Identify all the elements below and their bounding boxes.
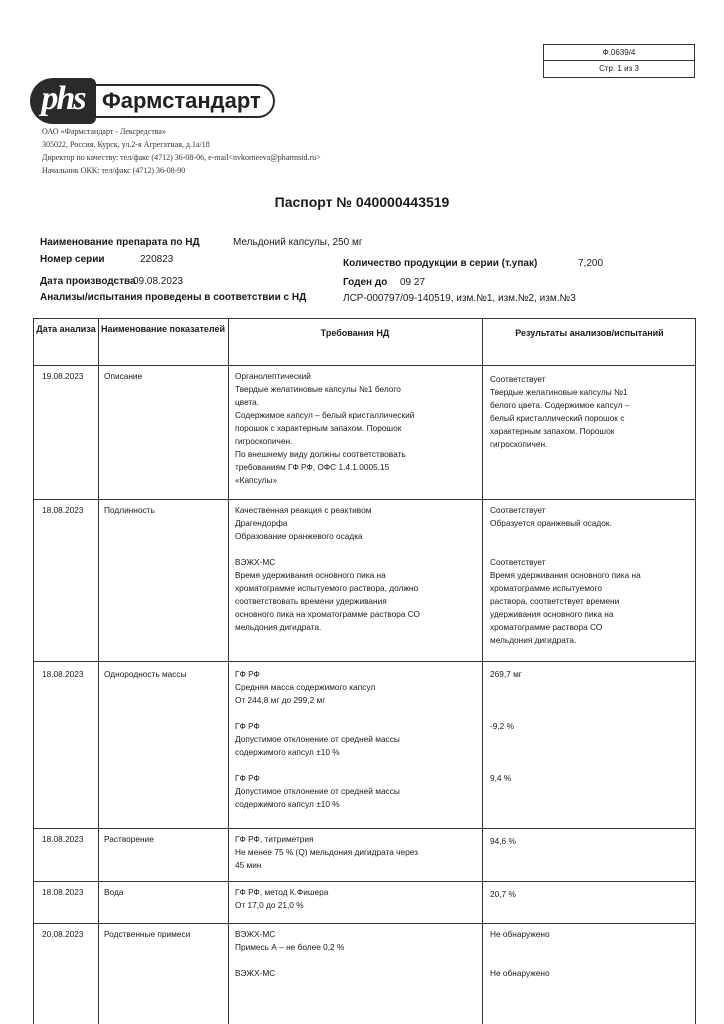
tests-basis-label: Анализы/испытания проведены в соответствии с НД — [40, 292, 307, 303]
page-title: Паспорт № 040000443519 — [274, 194, 450, 210]
drug-label: Наименование препарата по НД — [40, 237, 200, 248]
form-code-box — [543, 44, 695, 78]
row-result: Соответствует Образуется оранжевый осадок. Соответствует Время удерживания основного пика на хроматограмме испытуемого раствора, соответствует времени удерживания основного пика на хроматограмме раствора СО мельдония дигидрата. — [490, 505, 641, 645]
header-date: Дата анализа — [36, 324, 96, 334]
header-results: Результаты анализов/испытаний — [515, 328, 664, 338]
series-value: 220823 — [140, 254, 174, 265]
drug-value: Мельдоний капсулы, 250 мг — [233, 237, 363, 248]
row-requirements: ГФ РФ Средняя масса содержимого капсул От 244,8 мг до 299,2 мг ГФ РФ Допустимое отклонение от средней массы содержимого капсул ±10 % ГФ РФ Допустимое отклонение от средней массы содержимого капсул ±10 % — [235, 669, 400, 809]
row-date: 18.08.2023 — [42, 669, 84, 679]
row-requirements: ГФ РФ, титриметрия Не менее 75 % (Q) мельдония дигидрата через 45 мин — [235, 834, 418, 870]
row-indicator: Подлинность — [104, 505, 155, 515]
row-result: 94,6 % — [490, 836, 516, 846]
row-indicator: Растворение — [104, 834, 154, 844]
row-result: 20,7 % — [490, 889, 516, 899]
row-requirements: Органолептический Твердые желатиновые капсулы №1 белого цвета. Содержимое капсул – белый кристаллический порошок с характерным запахом. Порошок гигроскопичен. По внешнему виду должны соответствовать требованиям ГФ РФ, ОФС 1.4.1.0005.15 «Капсулы» — [235, 371, 415, 485]
row-date: 19.08.2023 — [42, 371, 84, 381]
company-logo — [30, 78, 261, 124]
row-result: Соответствует Твердые желатиновые капсулы №1 белого цвета. Содержимое капсул – белый кристаллический порошок с характерным запахом. Порошок гигроскопичен. — [490, 374, 630, 449]
production-date-value: 09.08.2023 — [133, 276, 184, 287]
okk-head-contact: Начальник ОКК: тел/факс (4712) 36-08-90 — [42, 166, 186, 175]
company-info — [42, 125, 462, 177]
company-name: ОАО «Фармстандарт - Лексредства» — [42, 127, 166, 136]
row-result: Не обнаружено Не обнаружено — [490, 929, 550, 978]
analysis-table — [33, 318, 696, 1024]
series-label: Номер серии — [40, 254, 105, 265]
row-indicator: Родственные примеси — [104, 929, 191, 939]
logo-mark: phs — [30, 78, 96, 124]
row-indicator: Вода — [104, 887, 124, 897]
row-date: 20.08.2023 — [42, 929, 84, 939]
logo-name: Фармстандарт — [96, 84, 275, 118]
production-date-label: Дата производства — [40, 276, 136, 287]
quality-director-contact: Директор по качеству: тел/факс (4712) 36-08-06, e-mail<nvkorneeva@pharmstd.ru> — [42, 153, 321, 162]
expiry-label: Годен до — [343, 277, 388, 288]
header-requirements: Требования НД — [320, 328, 390, 338]
row-requirements: ГФ РФ, метод К.Фишера От 17,0 до 21,0 % — [235, 887, 329, 910]
quantity-value: 7,200 — [578, 258, 604, 269]
row-result: 269,7 мг -9,2 % 9,4 % — [490, 669, 522, 783]
row-requirements: ВЭЖХ-МС Примесь А – не более 0,2 % ВЭЖХ-МС — [235, 929, 345, 978]
row-requirements: Качественная реакция с реактивом Драгендорфа Образование оранжевого осадка ВЭЖХ-МС Время удерживания основного пика на хроматограмме испытуемого раствора, должно соответствовать времени удерживания основного пика на хроматограмме раствора СО мельдония дигидрата. — [235, 505, 421, 632]
row-indicator: Описание — [104, 371, 143, 381]
expiry-value: 09 27 — [400, 277, 426, 288]
row-date: 18.08.2023 — [42, 834, 84, 844]
header-indicator: Наименование показателей — [100, 324, 225, 334]
form-code: Ф.0639/4 — [544, 45, 694, 61]
tests-basis-value: ЛСР-000797/09-140519, изм.№1, изм.№2, изм.№3 — [343, 293, 576, 304]
row-date: 18.08.2023 — [42, 505, 84, 515]
row-date: 18.08.2023 — [42, 887, 84, 897]
row-indicator: Однородность массы — [104, 669, 187, 679]
quantity-label: Количество продукции в серии (т.упак) — [343, 258, 538, 269]
page-number: Стр. 1 из 3 — [599, 64, 639, 73]
company-address: 305022, Россия, Курск, ул.2-я Агрегатная, д.1а/18 — [42, 140, 210, 149]
